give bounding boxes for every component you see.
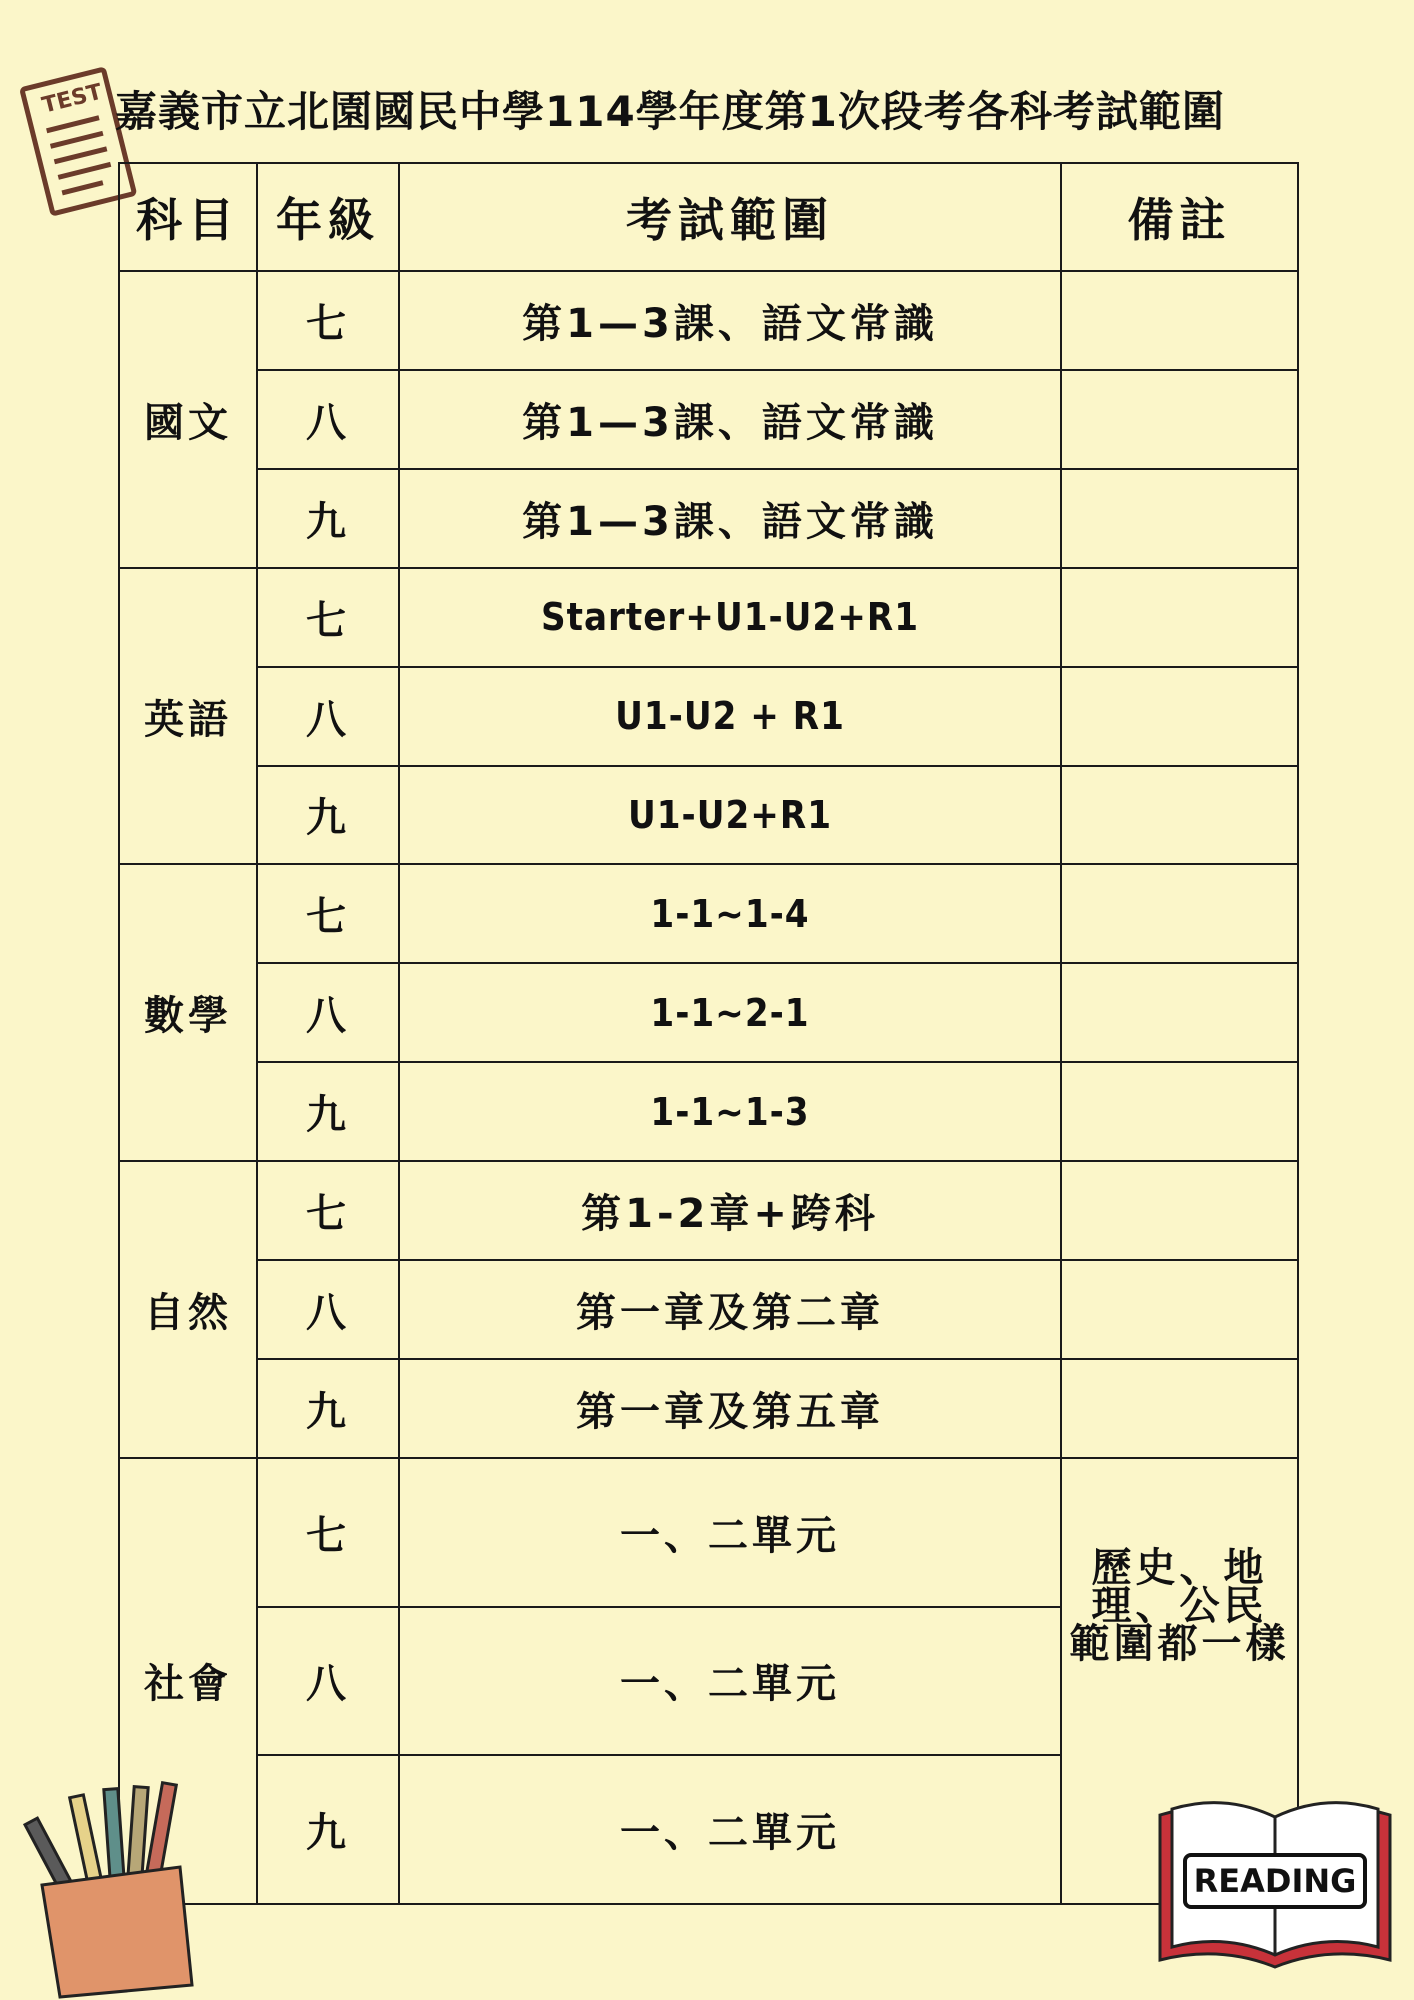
table-row xyxy=(119,568,1298,667)
grade-cell: 九 xyxy=(257,469,399,568)
grade-cell: 七 xyxy=(257,568,399,667)
table-row xyxy=(119,1458,1298,1607)
scope-cell: 第一章及第二章 xyxy=(399,1260,1061,1359)
header-subject: 科目 xyxy=(119,163,257,271)
grade-cell: 八 xyxy=(257,370,399,469)
subject-math: 數學 xyxy=(119,864,257,1161)
scope-cell: 1-1~1-3 xyxy=(399,1062,1061,1161)
subject-science: 自然 xyxy=(119,1161,257,1458)
note-cell xyxy=(1061,864,1298,963)
subject-social: 社會 xyxy=(119,1458,257,1904)
note-cell xyxy=(1061,1161,1298,1260)
header-note: 備註 xyxy=(1061,163,1298,271)
table-row xyxy=(119,667,1298,766)
note-cell xyxy=(1061,370,1298,469)
scope-cell: U1-U2+R1 xyxy=(399,766,1061,865)
scope-cell: 一、二單元 xyxy=(399,1607,1061,1756)
subject-chinese: 國文 xyxy=(119,271,257,568)
note-cell xyxy=(1061,667,1298,766)
page-title: 嘉義市立北園國民中學114學年度第1次段考各科考試範圍 xyxy=(115,87,1225,136)
social-note-line1: 歷史、地理、公民 xyxy=(1091,1544,1268,1629)
table-row xyxy=(119,469,1298,568)
scope-cell: Starter+U1-U2+R1 xyxy=(399,568,1061,667)
table-row xyxy=(119,1260,1298,1359)
table-header-row xyxy=(119,163,1298,271)
subject-english: 英語 xyxy=(119,568,257,865)
table-row xyxy=(119,370,1298,469)
scope-cell: 一、二單元 xyxy=(399,1458,1061,1607)
note-cell xyxy=(1061,469,1298,568)
table-row xyxy=(119,1062,1298,1161)
exam-scope-table xyxy=(118,162,1299,1905)
scope-cell: U1-U2 + R1 xyxy=(399,667,1061,766)
grade-cell: 七 xyxy=(257,1458,399,1607)
header-scope: 考試範圍 xyxy=(399,163,1061,271)
table-row xyxy=(119,766,1298,865)
scope-cell: 第一章及第五章 xyxy=(399,1359,1061,1458)
note-cell xyxy=(1061,1062,1298,1161)
header-grade: 年級 xyxy=(257,163,399,271)
note-cell xyxy=(1061,1359,1298,1458)
scope-cell: 1-1~1-4 xyxy=(399,864,1061,963)
test-label: TEST xyxy=(39,79,105,119)
note-cell xyxy=(1061,568,1298,667)
social-note-line2: 範圍都一樣 xyxy=(1069,1620,1290,1667)
grade-cell: 九 xyxy=(257,1359,399,1458)
pencil-cup-icon xyxy=(20,1775,200,2000)
table-row xyxy=(119,963,1298,1062)
reading-book-icon xyxy=(1150,1795,1400,1975)
grade-cell: 九 xyxy=(257,1062,399,1161)
scope-cell: 一、二單元 xyxy=(399,1755,1061,1904)
grade-cell: 九 xyxy=(257,766,399,865)
scope-cell: 第1-2章+跨科 xyxy=(399,1161,1061,1260)
note-cell xyxy=(1061,271,1298,370)
note-cell xyxy=(1061,1260,1298,1359)
note-cell xyxy=(1061,766,1298,865)
table-row xyxy=(119,1359,1298,1458)
book-label: READING xyxy=(1193,1862,1357,1900)
table-row xyxy=(119,271,1298,370)
scope-cell: 第1—3課、語文常識 xyxy=(399,370,1061,469)
grade-cell: 八 xyxy=(257,1260,399,1359)
table-row xyxy=(119,864,1298,963)
grade-cell: 九 xyxy=(257,1755,399,1904)
scope-cell: 第1—3課、語文常識 xyxy=(399,469,1061,568)
grade-cell: 七 xyxy=(257,1161,399,1260)
grade-cell: 八 xyxy=(257,667,399,766)
grade-cell: 七 xyxy=(257,271,399,370)
grade-cell: 七 xyxy=(257,864,399,963)
note-cell xyxy=(1061,963,1298,1062)
grade-cell: 八 xyxy=(257,963,399,1062)
scope-cell: 1-1~2-1 xyxy=(399,963,1061,1062)
scope-cell: 第1—3課、語文常識 xyxy=(399,271,1061,370)
grade-cell: 八 xyxy=(257,1607,399,1756)
table-row xyxy=(119,1161,1298,1260)
